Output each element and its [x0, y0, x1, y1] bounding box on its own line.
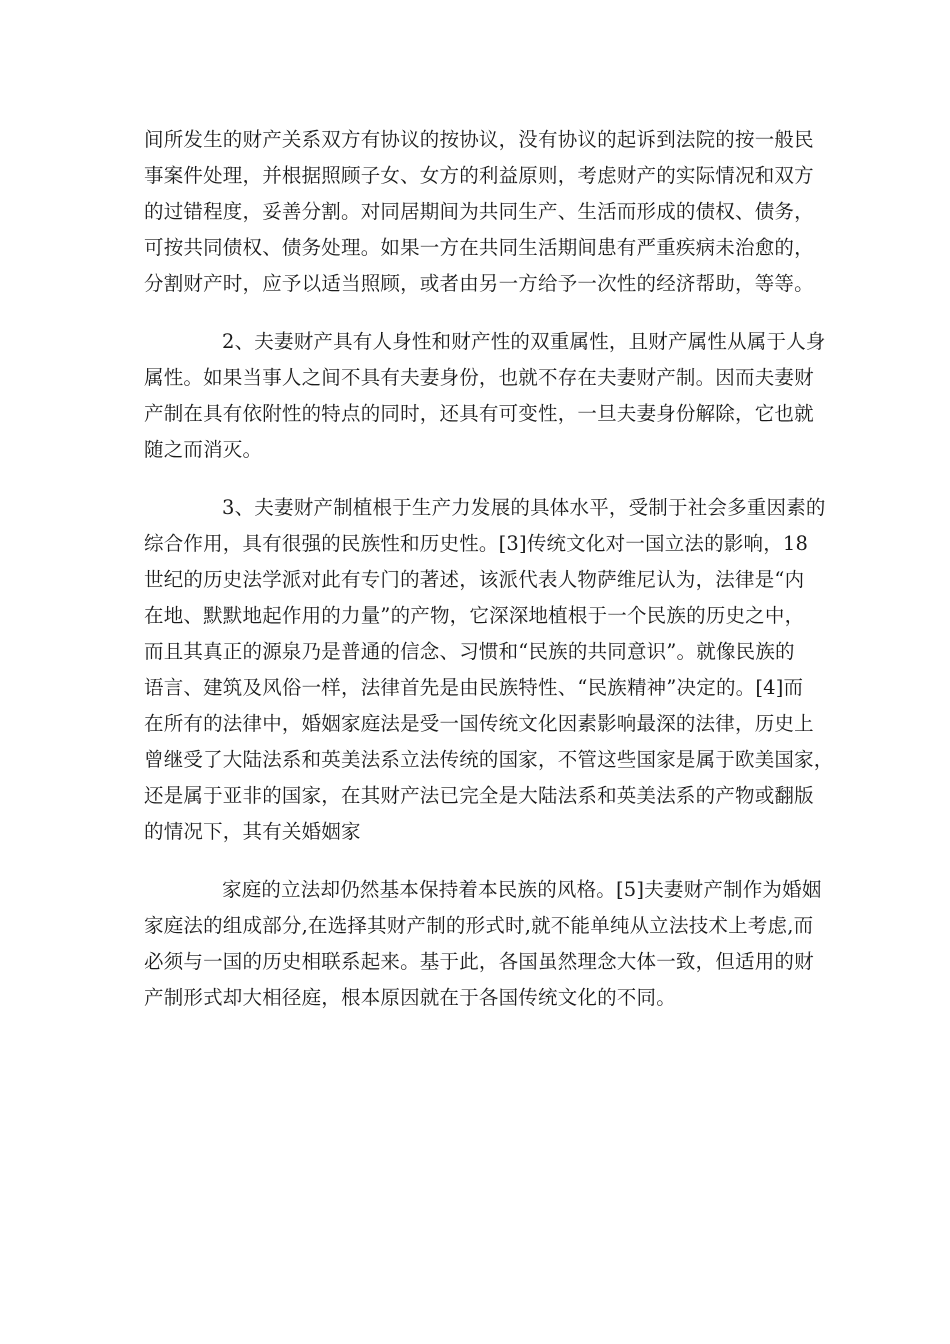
paragraph-3-line: 而且其真正的源泉乃是普通的信念、习惯和“民族的共同意识”。就像民族的 [144, 640, 795, 663]
paragraph-4-line: 必须与一国的历史相联系起来。基于此，各国虽然理念大体一致，但适用的财 [144, 950, 814, 973]
paragraph-3-line: 曾继受了大陆法系和英美法系立法传统的国家，不管这些国家是属于欧美国家， [144, 748, 834, 771]
paragraph-3-line: 语言、建筑及风俗一样，法律首先是由民族特性、“民族精神”决定的。[4]而 [144, 676, 804, 699]
paragraph-2-line: 2、夫妻财产具有人身性和财产性的双重属性，且财产属性从属于人身 [222, 330, 826, 353]
paragraph-3-line: 3、夫妻财产制植根于生产力发展的具体水平，受制于社会多重因素的 [222, 496, 826, 519]
paragraph-3-line: 综合作用，具有很强的民族性和历史性。[3]传统文化对一国立法的影响，18 [144, 532, 809, 555]
paragraph-3-line: 在所有的法律中，婚姻家庭法是受一国传统文化因素影响最深的法律，历史上 [144, 712, 814, 735]
paragraph-1-line: 分割财产时，应予以适当照顾，或者由另一方给予一次性的经济帮助，等等。 [144, 272, 814, 295]
paragraph-3-line: 在地、默默地起作用的力量”的产物，它深深地植根于一个民族的历史之中， [144, 604, 805, 627]
paragraph-2-line: 属性。如果当事人之间不具有夫妻身份，也就不存在夫妻财产制。因而夫妻财 [144, 366, 814, 389]
paragraph-2-line: 随之而消灭。 [144, 438, 263, 461]
paragraph-4 [144, 872, 822, 1016]
paragraph-1-line: 的过错程度，妥善分割。对同居期间为共同生产、生活而形成的债权、债务， [144, 200, 814, 223]
paragraph-2 [144, 324, 826, 468]
paragraph-1 [144, 122, 816, 302]
paragraph-3-line: 还是属于亚非的国家，在其财产法已完全是大陆法系和英美法系的产物或翻版 [144, 784, 814, 807]
paragraph-4-line: 家庭的立法却仍然基本保持着本民族的风格。[5]夫妻财产制作为婚姻 [222, 878, 822, 901]
paragraph-3-line: 的情况下，其有关婚姻家 [144, 820, 361, 843]
paragraph-3-line: 世纪的历史法学派对此有专门的著述，该派代表人物萨维尼认为，法律是“内 [144, 568, 805, 591]
document-body [144, 122, 834, 1016]
paragraph-1-line: 事案件处理，并根据照顾子女、女方的利益原则，考虑财产的实际情况和双方 [144, 164, 814, 187]
paragraph-2-line: 产制在具有依附性的特点的同时，还具有可变性，一旦夫妻身份解除，它也就 [144, 402, 814, 425]
paragraph-1-line: 可按共同债权、债务处理。如果一方在共同生活期间患有严重疾病未治愈的， [144, 236, 814, 259]
paragraph-1-line: 间所发生的财产关系双方有协议的按协议，没有协议的起诉到法院的按一般民 [144, 128, 814, 151]
paragraph-3 [144, 490, 834, 850]
paragraph-4-line: 家庭法的组成部分,在选择其财产制的形式时,就不能单纯从立法技术上考虑,而 [144, 914, 814, 937]
paragraph-4-line: 产制形式却大相径庭，根本原因就在于各国传统文化的不同。 [144, 986, 676, 1009]
